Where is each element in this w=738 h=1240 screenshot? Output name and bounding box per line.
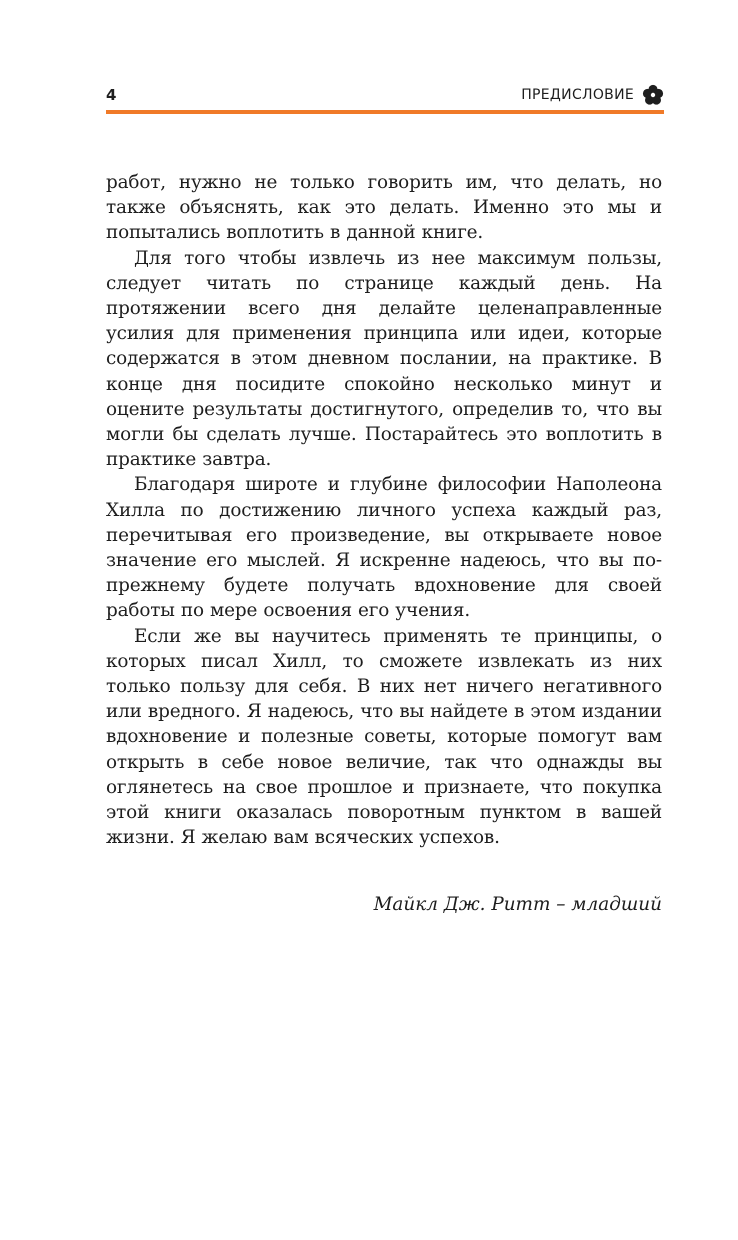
paragraph-continuation: работ, нужно не только говорить им, что делать, но также объяснять, как это делать. Именно это мы и попытались воплотить в данной книге. — [106, 172, 662, 244]
running-header — [106, 84, 664, 108]
paragraph: Для того чтобы извлечь из нее максимум пользы, следует читать по странице каждый день. На протяжении всего дня делайте целенаправленные усилия для применения принципа или идеи, которые содержатся в этом дневном послании, на практике. В конце дня посидите спокойно несколько минут и оцените результаты достигнутого, определив то, что вы могли бы сделать лучше. Постарайтесь это воплотить в практике завтра. — [106, 247, 662, 471]
paragraph: Если же вы научитесь применять те принципы, о которых писал Хилл, то сможете извлекать из них только пользу для себя. В них нет ничего негативного или вредного. Я надеюсь, что вы найдете в этом издании вдохновение и полезные советы, которые помогут вам открыть в себе новое величие, так что однажды вы оглянетесь на свое прошлое и признаете, что покупка этой книги оказалась поворотным пунктом в вашей жизни. Я желаю вам всяческих успехов. — [106, 625, 662, 849]
section-title: ПРЕДИСЛОВИЕ — [521, 87, 634, 103]
header-rule — [106, 110, 664, 114]
paragraph: Благодаря широте и глубине философии Наполеона Хилла по достижению личного успеха каждый раз, перечитывая его произведение, вы открываете новое значение его мыслей. Я искренне надеюсь, что вы по-прежнему будете получать вдохновение для своей работы по мере освоения его учения. — [106, 474, 662, 622]
author-signature: Майкл Дж. Ритт – младший — [373, 894, 662, 915]
body-text — [106, 170, 662, 850]
page-number: 4 — [106, 86, 117, 104]
flower-icon — [642, 84, 664, 106]
